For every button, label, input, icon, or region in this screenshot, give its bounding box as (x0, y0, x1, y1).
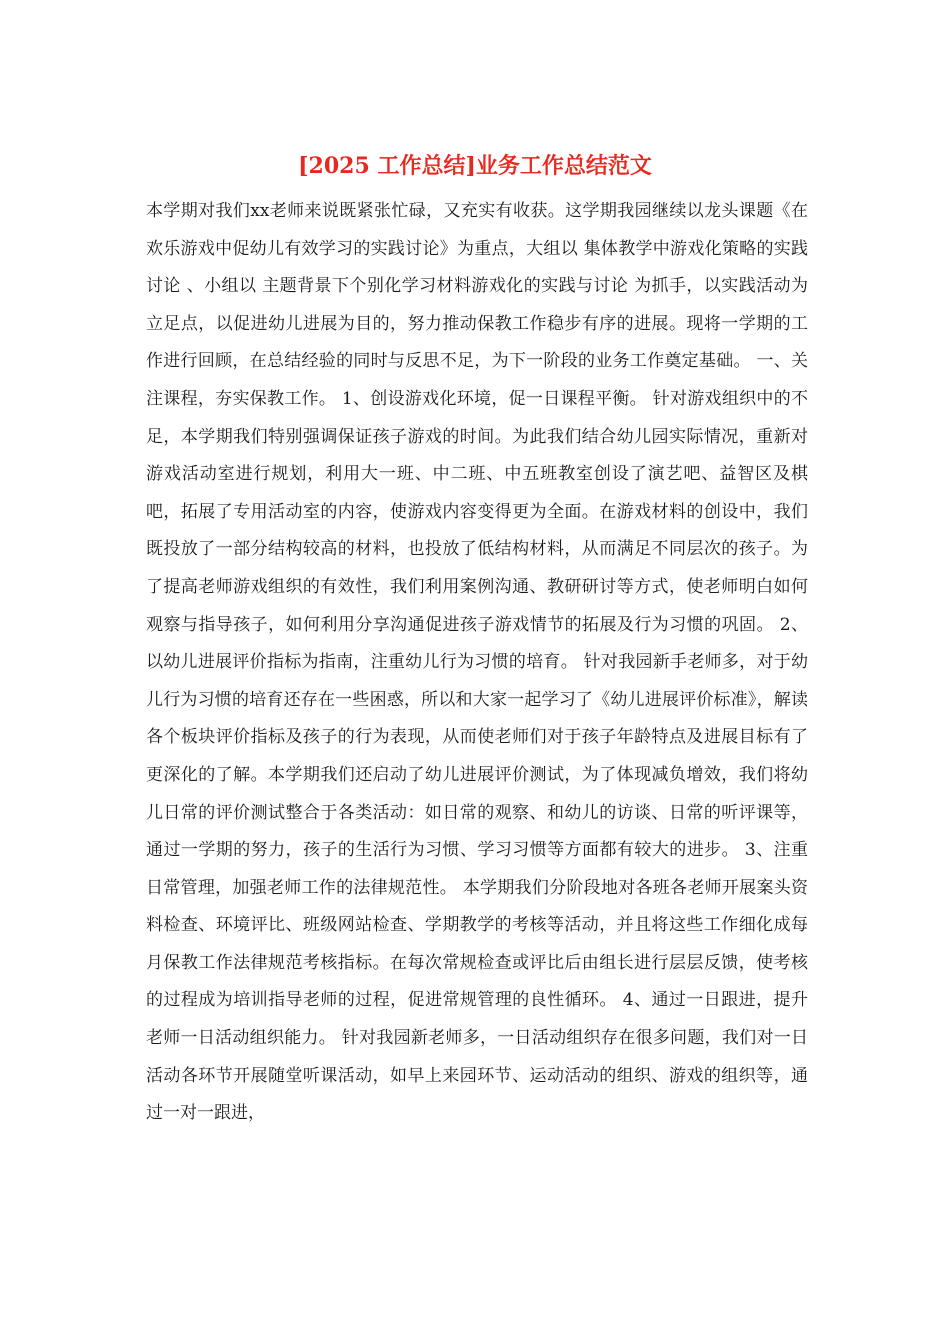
document-title: [2025 工作总结]业务工作总结范文 (298, 153, 652, 179)
document-body: 本学期对我们xx老师来说既紧张忙碌，又充实有收获。这学期我园继续以龙头课题《在欢乐游戏中促幼儿有效学习的实践讨论》为重点，大组以 集体教学中游戏化策略的实践讨论 、小组以 主题背景下个别化学习材料游戏化的实践与讨论 为抓手，以实践活动为立足点，以促进幼儿进展为目的，努力推动保教工作稳步有序的进展。现将一学期的工作进行回顾，在总结经验的同时与反思不足，为下一阶段的业务工作奠定基础。 一、关注课程，夯实保教工作。 1、创设游戏化环境，促一日课程平衡。 针对游戏组织中的不足，本学期我们特别强调保证孩子游戏的时间。为此我们结合幼儿园实际情况，重新对游戏活动室进行规划，利用大一班、中二班、中五班教室创设了演艺吧、益智区及棋吧，拓展了专用活动室的内容，使游戏内容变得更为全面。在游戏材料的创设中，我们既投放了一部分结构较高的材料，也投放了低结构材料，从而满足不同层次的孩子。为了提高老师游戏组织的有效性，我们利用案例沟通、教研研讨等方式，使老师明白如何观察与指导孩子，如何利用分享沟通促进孩子游戏情节的拓展及行为习惯的巩固。 2、以幼儿进展评价指标为指南，注重幼儿行为习惯的培育。 针对我园新手老师多，对于幼儿行为习惯的培育还存在一些困惑，所以和大家一起学习了《幼儿进展评价标准》，解读各个板块评价指标及孩子的行为表现，从而使老师们对于孩子年龄特点及进展目标有了更深化的了解。本学期我们还启动了幼儿进展评价测试，为了体现减负增效，我们将幼儿日常的评价测试整合于各类活动：如日常的观察、和幼儿的访谈、日常的听评课等，通过一学期的努力，孩子的生活行为习惯、学习习惯等方面都有较大的进步。 3、注重日常管理，加强老师工作的法律规范性。 本学期我们分阶段地对各班各老师开展案头资料检查、环境评比、班级网站检查、学期教学的考核等活动，并且将这些工作细化成每月保教工作法律规范考核指标。在每次常规检查或评比后由组长进行层层反馈，使考核的过程成为培训指导老师的过程，促进常规管理的良性循环。 4、通过一日跟进，提升老师一日活动组织能力。 针对我园新老师多，一日活动组织存在很多问题，我们对一日活动各环节开展随堂听课活动，如早上来园环节、运动活动的组织、游戏的组织等，通过一对一跟进， (146, 201, 808, 1124)
